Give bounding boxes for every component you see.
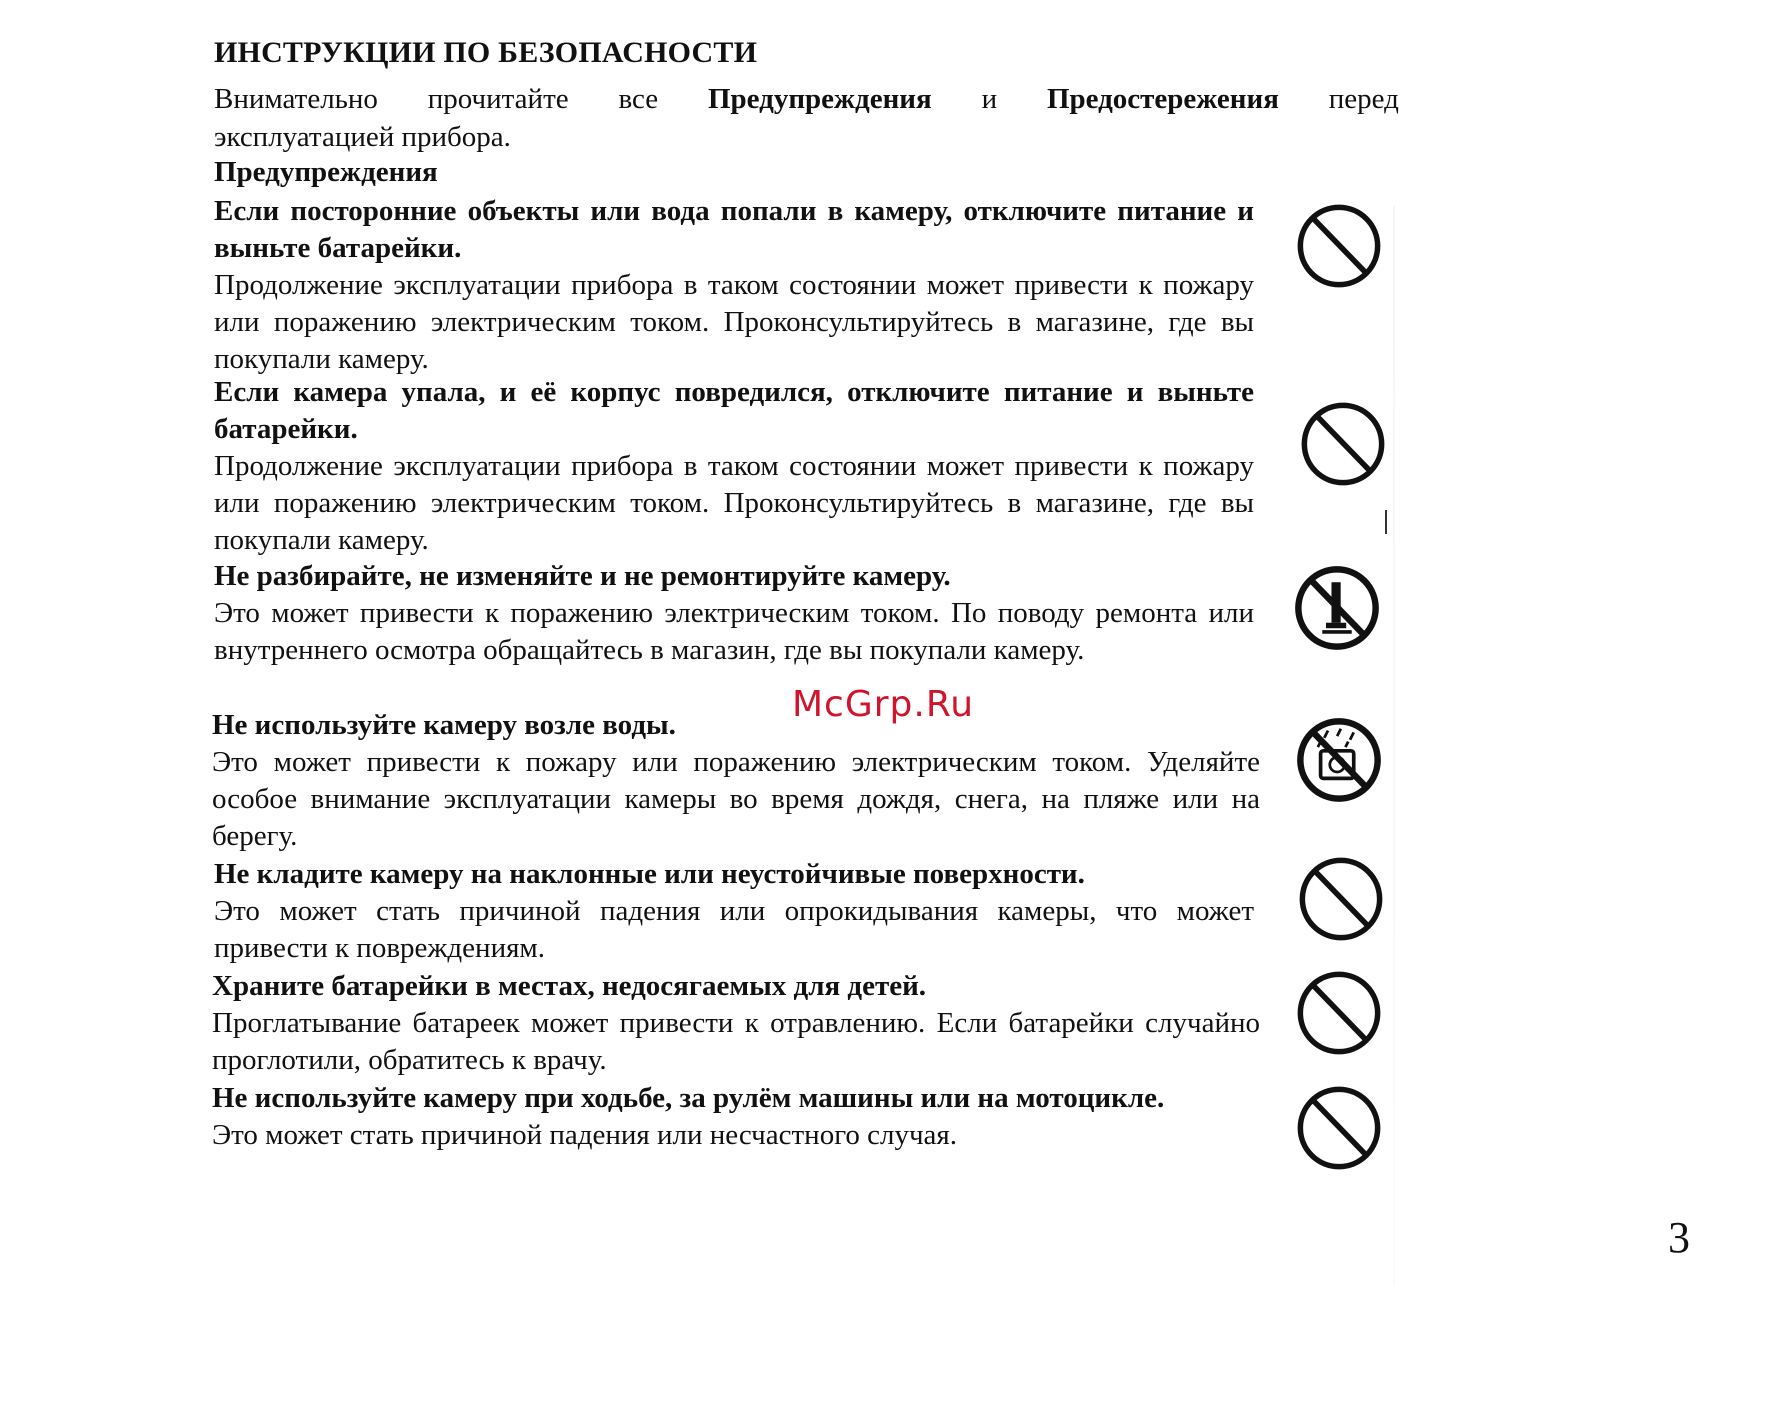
warning-item <box>214 558 1254 669</box>
warnings-heading: Предупреждения <box>214 156 438 188</box>
warning-item <box>212 1080 1260 1154</box>
warning-body: Продолжение эксплуатации прибора в таком состоянии может привести к пожару или поражению электрическим током. Проконсультируйтесь в магазине, где вы покупали камеру. <box>214 269 1254 375</box>
prohibition-icon <box>1295 853 1387 945</box>
prohibition-icon <box>1293 200 1385 292</box>
no-disassembly-icon <box>1291 562 1383 654</box>
intro-paragraph <box>214 80 1399 156</box>
prohibition-icon <box>1297 398 1389 490</box>
intro-word: и <box>981 83 998 115</box>
warning-title: Не используйте камеру при ходьбе, за рулём машины или на мотоцикле. <box>212 1082 1165 1114</box>
intro-word: все <box>618 83 659 115</box>
scan-mark <box>1385 510 1387 534</box>
intro-word: Внимательно <box>214 83 378 115</box>
margin-line <box>1393 206 1395 1286</box>
intro-bold-cautions: Предостережения <box>1046 83 1279 115</box>
warning-item <box>214 193 1254 378</box>
prohibition-icon <box>1293 967 1385 1059</box>
warning-title: Не разбирайте, не изменяйте и не ремонтируйте камеру. <box>214 560 951 592</box>
warning-item <box>214 856 1254 967</box>
intro-word: перед <box>1328 83 1399 115</box>
warning-item <box>214 374 1254 559</box>
warning-title: Храните батарейки в местах, недосягаемых для детей. <box>212 970 927 1002</box>
intro-line-1 <box>214 80 1399 118</box>
warning-body: Это может стать причиной падения или несчастного случая. <box>212 1119 958 1151</box>
warning-item <box>212 968 1260 1079</box>
warning-body: Это может привести к поражению электрическим током. По поводу ремонта или внутреннего осмотра обращайтесь в магазин, где вы покупали камеру. <box>214 597 1254 666</box>
no-water-icon <box>1293 714 1385 806</box>
warning-body: Это может стать причиной падения или опрокидывания камеры, что может привести к повреждениям. <box>214 895 1254 964</box>
watermark: McGrp.Ru <box>792 684 975 725</box>
page-title: ИНСТРУКЦИИ ПО БЕЗОПАСНОСТИ <box>214 36 758 69</box>
warning-body: Продолжение эксплуатации прибора в таком состоянии может привести к пожару или поражению электрическим током. Проконсультируйтесь в магазине, где вы покупали камеру. <box>214 450 1254 556</box>
warning-title: Не используйте камеру возле воды. <box>212 709 676 741</box>
warning-body: Это может привести к пожару или поражению электрическим током. Уделяйте особое внимание эксплуатации камеры во время дождя, снега, на пляже или на берегу. <box>212 746 1260 852</box>
intro-word: прочитайте <box>427 83 569 115</box>
intro-bold-warnings: Предупреждения <box>707 83 932 115</box>
warning-item <box>212 707 1260 855</box>
warning-title: Если камера упала, и её корпус повредился, отключите питание и выньте батарейки. <box>214 376 1254 445</box>
warning-body: Проглатывание батареек может привести к отравлению. Если батарейки случайно проглотили, обратитесь к врачу. <box>212 1007 1260 1076</box>
intro-line-2: эксплуатацией прибора. <box>214 121 511 153</box>
page-number: 3 <box>1668 1213 1690 1262</box>
prohibition-icon <box>1293 1082 1385 1174</box>
warning-title: Не кладите камеру на наклонные или неустойчивые поверхности. <box>214 858 1085 890</box>
warning-title: Если посторонние объекты или вода попали в камеру, отключите питание и выньте батарейки. <box>214 195 1254 264</box>
